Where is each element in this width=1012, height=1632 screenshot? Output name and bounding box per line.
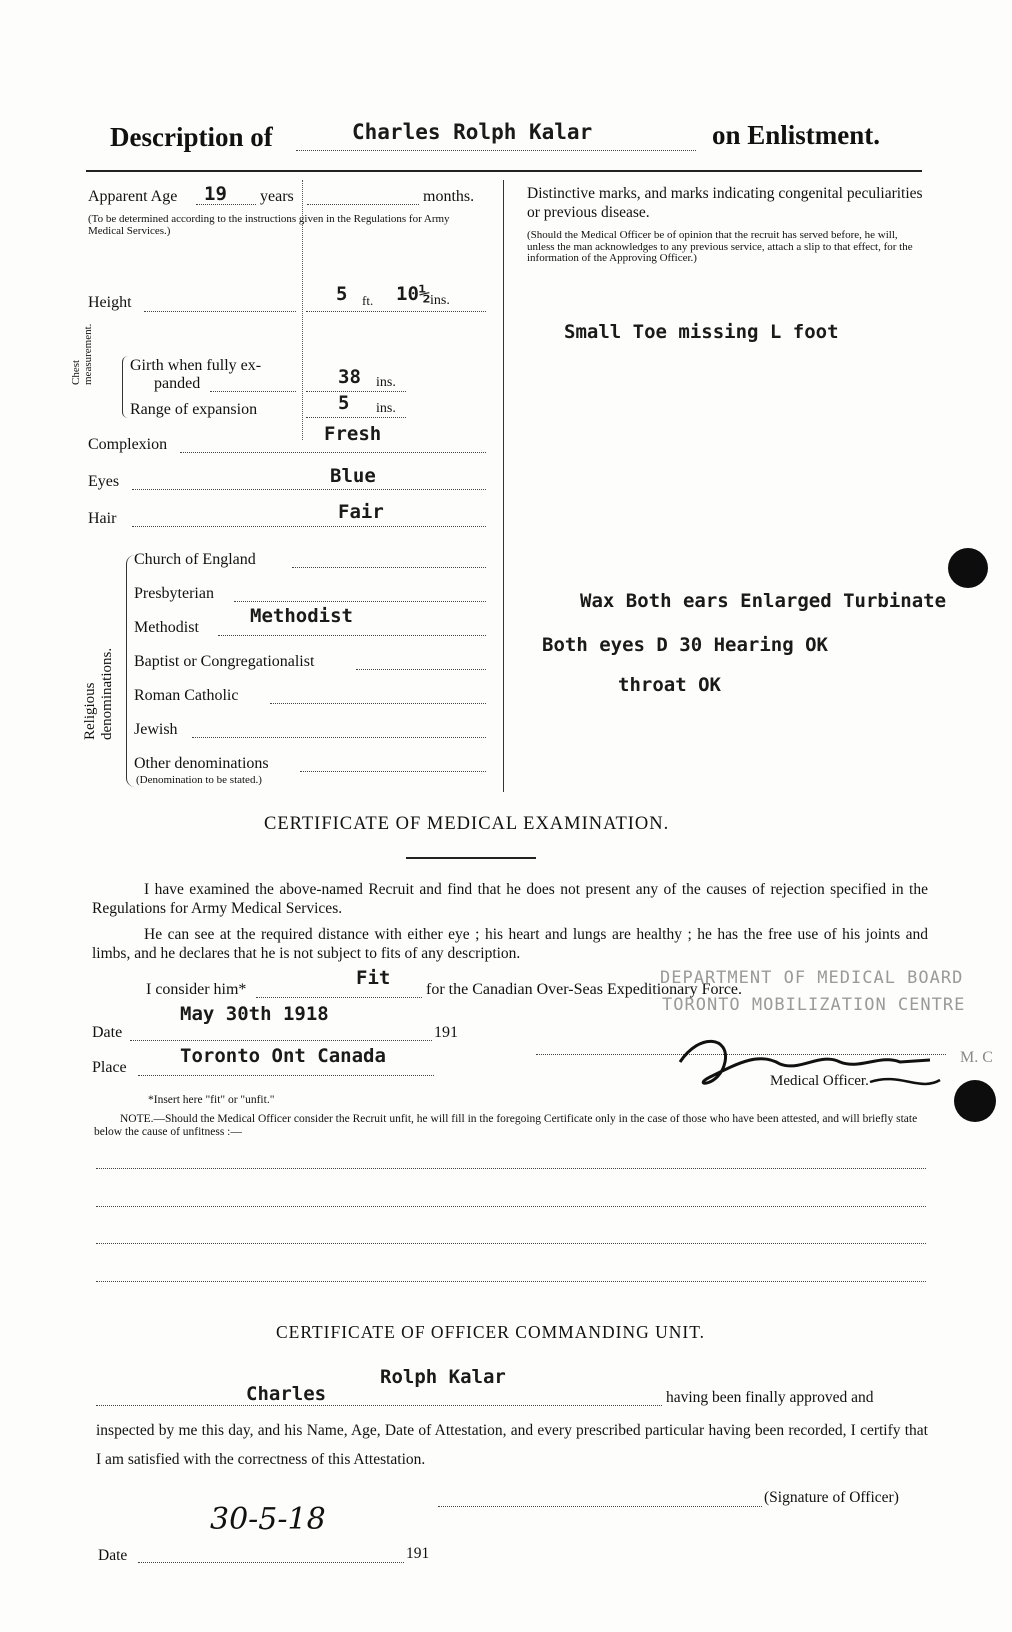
medical-place-value: Toronto Ont Canada [180,1045,386,1067]
religion-jewish: Jewish [134,721,178,738]
consider-label: I consider him* [146,981,247,998]
complexion-label: Complexion [88,436,168,453]
officer-signature-dots [438,1506,762,1507]
marks-line-1: Small Toe missing L foot [564,321,839,343]
complexion-dots [180,452,486,453]
eyes-label: Eyes [88,473,120,490]
consider-dots [256,997,422,998]
column-divider [503,180,504,792]
medical-place-dots [138,1075,434,1076]
stamp-line-1: DEPARTMENT OF MEDICAL BOARD [660,968,964,988]
range-value-dots [306,417,406,418]
officer-date-dots [138,1562,404,1563]
medical-para-2: He can see at the required distance with either eye ; his heart and lungs are healthy ; he has the free use of his joints and limbs, and he declares that he is not subject to fits of any description. [92,926,928,962]
religion-side-label: Religious denominations. [82,647,115,740]
religion-presbyterian: Presbyterian [134,585,214,602]
age-dots [196,204,256,205]
officer-name-over: Rolph Kalar [380,1366,506,1388]
religion-methodist-value: Methodist [250,605,353,627]
ft-label: ft. [362,293,374,308]
girth-value: 38 [338,366,361,388]
religion-dots-0 [292,567,486,568]
officer-para-suffix: having been finally approved and [666,1389,874,1406]
range-value: 5 [338,392,350,414]
religion-methodist: Methodist [134,619,199,636]
eyes-dots [132,489,486,490]
officer-name-dots [96,1405,662,1406]
hair-label: Hair [88,510,117,527]
religion-roman-catholic: Roman Catholic [134,687,239,704]
recruit-name: Charles Rolph Kalar [352,120,593,144]
chest-brace [122,356,129,418]
medical-date-label: Date [92,1024,123,1041]
range-ins: ins. [376,401,396,416]
age-note: (To be determined according to the instructions given in the Regulations for Army Medical Services.) [88,213,450,237]
religion-dots-4 [270,703,486,704]
header-prefix: Description of [110,122,273,152]
marks-note: (Should the Medical Officer be of opinion that the recruit has served before, he will, unless the man acknowledges to any previous service, attach a slip to that effect, for the information of the Approving Officer.) [527,229,913,264]
ins-label: ins. [430,293,450,308]
unfit-line-1 [96,1168,926,1169]
marks-line-2: Wax Both ears Enlarged Turbinate [580,590,947,612]
medical-officer-label: Medical Officer. [770,1073,869,1089]
medical-title-rule [406,857,536,859]
punch-hole-upper [948,548,988,588]
marks-line-3: Both eyes D 30 Hearing OK [542,634,828,656]
height-value-dots [306,311,486,312]
medical-title: CERTIFICATE OF MEDICAL EXAMINATION. [264,814,670,834]
hair-value: Fair [338,501,384,523]
punch-hole-lower [954,1080,996,1122]
medical-place-label: Place [92,1059,127,1076]
marks-heading: Distinctive marks, and marks indicating congenital peculiarities or previous disease. [527,185,923,221]
header-suffix: on Enlistment. [712,120,881,150]
years-label: years [260,188,294,205]
chest-side-label: Chest measurement. [70,323,94,385]
officer-date-year: 191 [406,1545,430,1562]
girth-label-2: panded [154,375,201,392]
unfit-line-3 [96,1243,926,1244]
religion-dots-5 [192,737,486,738]
religion-dots-6 [300,771,486,772]
girth-label-1: Girth when fully ex- [130,357,262,374]
medical-date-value: May 30th 1918 [180,1003,329,1025]
age-years: 19 [204,183,227,205]
name-line [296,150,696,151]
unfit-line-2 [96,1206,926,1207]
height-ft: 5 [336,283,348,305]
range-label: Range of expansion [130,401,258,418]
mc-label: M. C [960,1049,993,1066]
months-label: months. [423,188,475,205]
religion-other: Other denominations [134,755,269,772]
insert-note: *Insert here "fit" or "unfit." [148,1094,275,1106]
height-in: 10½ [396,283,431,305]
medical-date-dots [130,1040,432,1041]
medical-signature [670,1022,970,1102]
complexion-value: Fresh [324,423,382,445]
header-rule [86,170,922,172]
unfit-line-4 [96,1281,926,1282]
stamp-line-2: TORONTO MOBILIZATION CENTRE [662,995,966,1015]
girth-ins: ins. [376,375,396,390]
religion-dots-2 [218,635,486,636]
height-dots [144,311,296,312]
consider-value: Fit [356,967,391,989]
medical-date-year: 191 [434,1024,458,1041]
officer-date-label: Date [98,1547,128,1564]
hair-dots [132,526,486,527]
religion-church-of-england: Church of England [134,551,256,568]
eyes-value: Blue [330,465,376,487]
age-label: Apparent Age [88,188,178,205]
height-label: Height [88,294,132,311]
officer-signature-label: (Signature of Officer) [764,1489,899,1506]
medical-note: NOTE.—Should the Medical Officer consider the Recruit unfit, he will fill in the foregoing Certificate only in the case of those who have been attested, and will briefly state below the cause of unfitness :— [94,1113,918,1138]
months-dots [307,204,419,205]
girth-dots [210,391,296,392]
officer-name-typed: Charles [246,1383,327,1405]
religion-dots-1 [234,601,486,602]
medical-para-1: I have examined the above-named Recruit and find that he does not present any of the causes of rejection specified in the Regulations for Army Medical Services. [92,881,928,917]
officer-title: CERTIFICATE OF OFFICER COMMANDING UNIT. [276,1322,705,1342]
officer-para-2: inspected by me this day, and his Name, Age, Date of Attestation, and every prescribed particular having been recorded, I certify that I am satisfied with the correctness of this Attestation. [96,1422,928,1468]
officer-date-value: 30-5-18 [210,1502,326,1537]
religion-other-note: (Denomination to be stated.) [136,774,262,786]
consider-suffix: for the Canadian Over-Seas Expeditionary Force. [426,981,743,998]
religion-baptist: Baptist or Congregationalist [134,653,315,670]
girth-value-dots [306,391,406,392]
marks-line-4: throat OK [618,674,721,696]
religion-dots-3 [356,669,486,670]
